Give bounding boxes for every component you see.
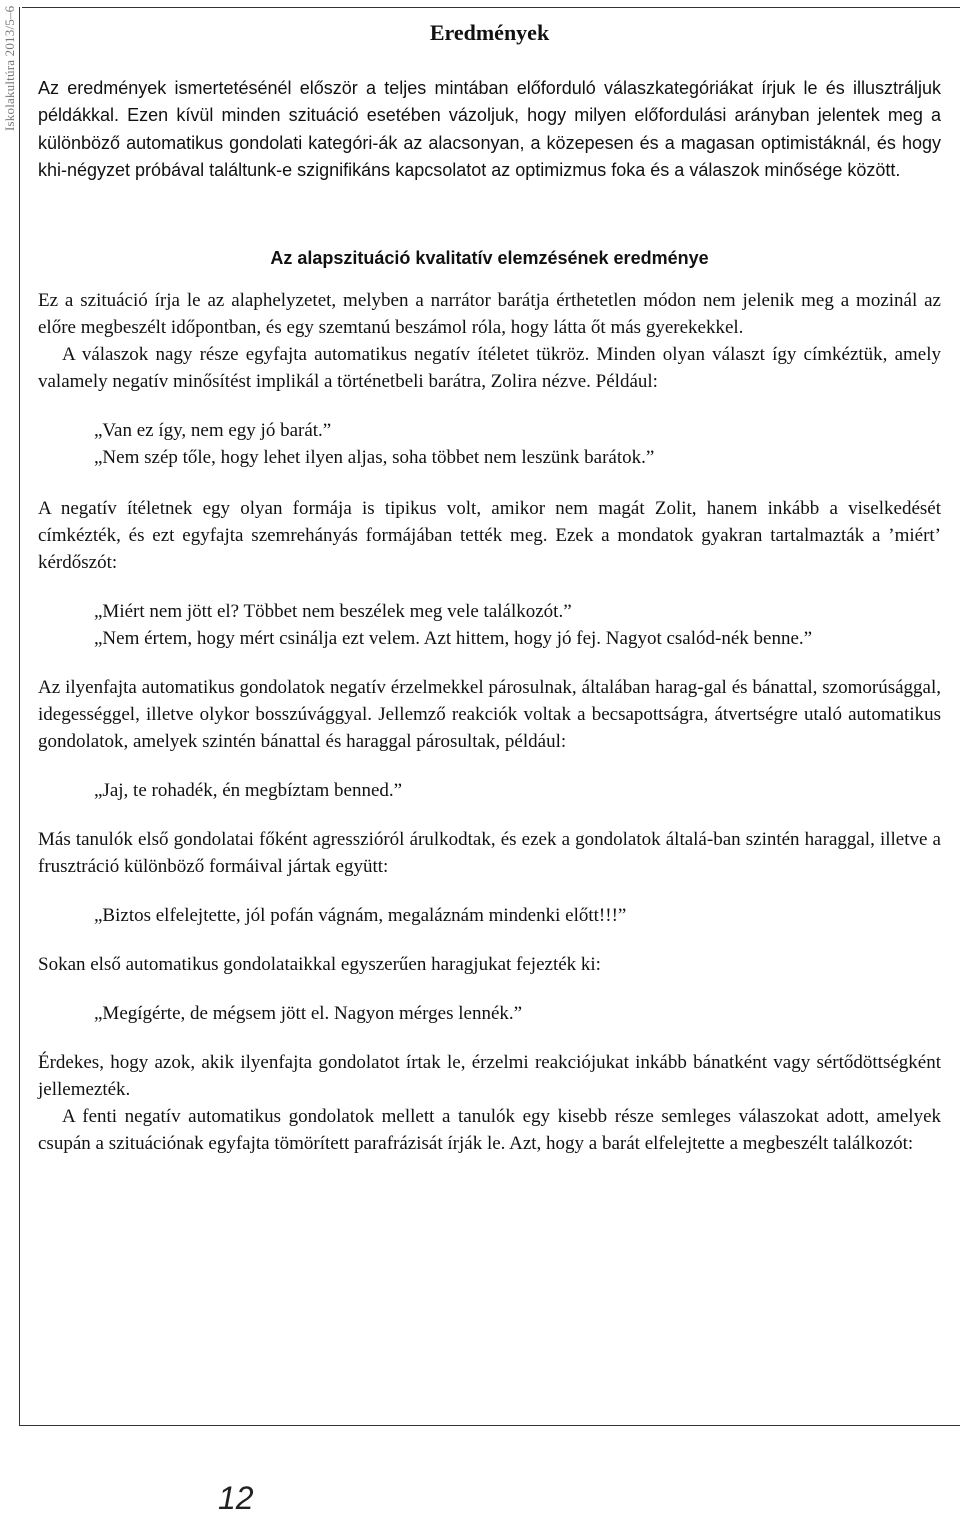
quote-1a: „Van ez így, nem egy jó barát.”: [94, 420, 332, 442]
intro-paragraph: Az eredmények ismertetésénél először a teljes mintában előforduló válaszkategóriákat írjuk le és illusztráljuk példákkal. Ezen kívül minden szituáció esetében vázoljuk, hogy milyen előfordulási arányban jelentek meg a különböző automatikus gondolati kategóri-ák az alacsonyan, a közepesen és a magasan optimistáknál, és hogy khi-négyzet próbával találtunk-e szignifikáns kapcsolatot az optimizmus foka és a válaszok minősége között.: [38, 78, 941, 180]
quote-5: „Megígérte, de mégsem jött el. Nagyon mérges lennék.”: [94, 1003, 523, 1025]
journal-name: Iskolakultúra 2013/5–6: [2, 6, 17, 132]
left-rule: [19, 7, 20, 1426]
bottom-rule: [19, 1425, 960, 1426]
article-body: [38, 7, 941, 1157]
paragraph-3: A negatív ítéletnek egy olyan formája is tipikus volt, amikor nem magát Zolit, hanem inkább a viselkedését címkézték, és ezt egyfajta szemrehányás formájában tették meg. Ezek a mondatok gyakran tartalmazták a ’miért’ kérdőszót:: [38, 498, 941, 574]
paragraph-1: Ez a szituáció írja le az alaphelyzetet, melyben a narrátor barátja érthetetlen módon nem jelenik meg a mozinál az előre megbeszélt időpontban, és egy szemtanú beszámol róla, hogy látta őt más gyerekekkel.: [38, 290, 941, 339]
paragraph-7: Érdekes, hogy azok, akik ilyenfajta gondolatot írtak le, érzelmi reakciójukat inkább bánatként vagy sértődöttségként jellemezték.: [38, 1052, 941, 1101]
quote-4: „Biztos elfelejtette, jól pofán vágnám, megaláznám mindenki előtt!!!”: [94, 905, 627, 927]
quote-2b: „Nem értem, hogy mért csinálja ezt velem. Azt hittem, hogy jó fej. Nagyot csalód-nék benne.”: [94, 628, 813, 650]
quote-2a: „Miért nem jött el? Többet nem beszélek meg vele találkozót.”: [94, 601, 572, 623]
section-title: Eredmények: [429, 20, 550, 45]
quote-1b: „Nem szép tőle, hogy lehet ilyen aljas, soha többet nem leszünk barátok.”: [94, 447, 655, 469]
quote-3: „Jaj, te rohadék, én megbíztam benned.”: [94, 780, 403, 802]
paragraph-5: Más tanulók első gondolatai főként agresszióról árulkodtak, és ezek a gondolatok általá-ban szintén haraggal, illetve a frusztráció különböző formáival jártak együtt:: [38, 829, 941, 878]
paragraph-8: A fenti negatív automatikus gondolatok mellett a tanulók egy kisebb része semleges válaszokat adott, amelyek csupán a szituációnak egyfajta tömörített parafrázisát írják le. Azt, hogy a barát elfelejtette a megbeszélt találkozót:: [38, 1106, 941, 1155]
paragraph-4: Az ilyenfajta automatikus gondolatok negatív érzelmekkel párosulnak, általában harag-gal és bánattal, szomorúsággal, idegességgel, illetve olykor bosszúvággyal. Jellemző reakciók voltak a becsapottságra, átvertségre utaló automatikus gondolatok, amelyek szintén bánattal és haraggal párosultak, például:: [38, 677, 941, 753]
paragraph-2: A válaszok nagy része egyfajta automatikus negatív ítéletet tükröz. Minden olyan választ így címkéztük, amely valamely negatív minősítést implikál a történetbeli barátra, Zolira nézve. Például:: [38, 344, 941, 393]
subsection-heading: Az alapszituáció kvalitatív elemzésének eredménye: [270, 248, 709, 269]
paragraph-6: Sokan első automatikus gondolataikkal egyszerűen haragjukat fejezték ki:: [38, 954, 601, 976]
page-number: 12: [218, 1480, 254, 1516]
